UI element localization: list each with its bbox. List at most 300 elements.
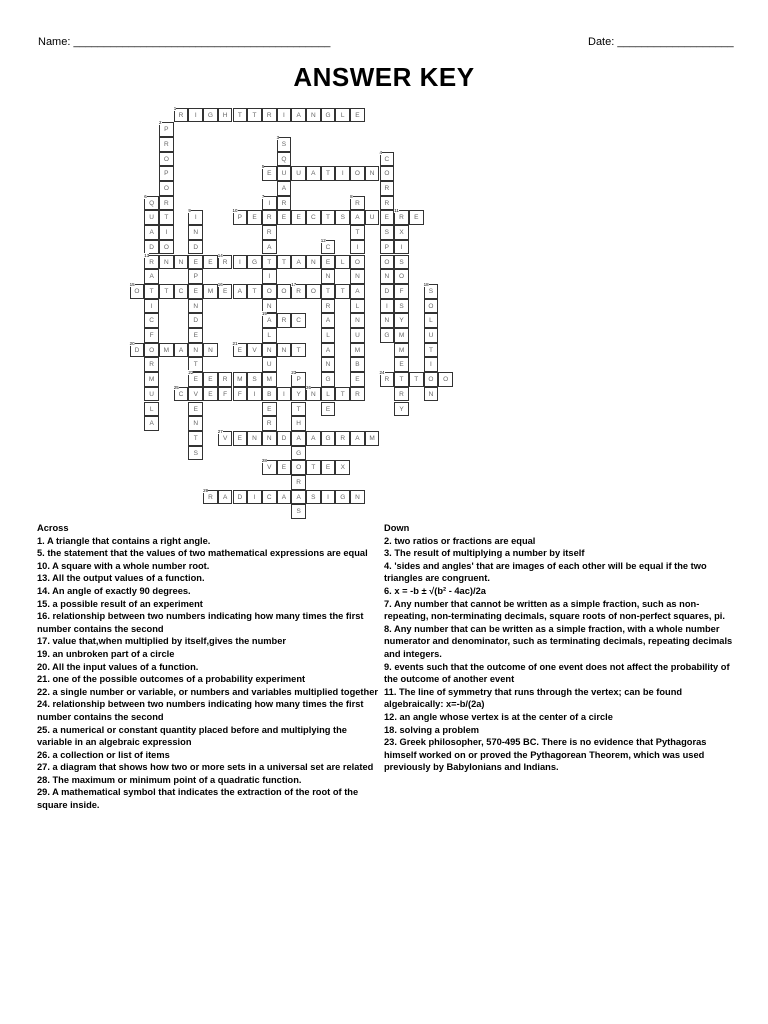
crossword-cell <box>335 166 350 181</box>
crossword-cell <box>144 269 159 284</box>
cell-letter: L <box>340 111 345 119</box>
crossword-cell <box>247 210 262 225</box>
crossword-cell <box>262 284 277 299</box>
clue-number: 26 <box>306 384 312 390</box>
across-clue: 5. the statement that the values of two mathematical expressions are equal <box>37 548 368 559</box>
crossword-cell <box>262 255 277 270</box>
cell-letter: I <box>283 111 285 119</box>
crossword-cell <box>394 269 409 284</box>
cell-letter: O <box>296 464 302 472</box>
clue-number: 4 <box>379 149 383 155</box>
cell-letter: S <box>311 493 316 501</box>
date-field-label: Date: ___________________ <box>588 36 734 48</box>
cell-letter: N <box>310 390 316 398</box>
cell-letter: I <box>268 199 271 207</box>
cell-letter: R <box>222 376 228 384</box>
cell-letter: U <box>369 214 375 222</box>
cell-letter: S <box>399 258 404 266</box>
cell-letter: I <box>165 229 168 237</box>
cell-letter: U <box>281 170 287 178</box>
crossword-cell <box>144 299 159 314</box>
crossword-cell <box>174 255 189 270</box>
crossword-cell <box>335 387 350 402</box>
cell-letter: E <box>193 405 198 413</box>
cell-letter: E <box>208 390 213 398</box>
crossword-cell <box>291 475 306 490</box>
clue-number: 20 <box>129 340 135 346</box>
crossword-cell <box>335 431 350 446</box>
across-clues <box>37 522 383 812</box>
cell-letter: N <box>252 434 257 442</box>
cell-letter: C <box>296 317 301 325</box>
crossword-cell <box>335 460 350 475</box>
cell-letter: I <box>283 390 285 398</box>
crossword-cell <box>262 343 277 358</box>
cell-letter: M <box>398 332 405 339</box>
crossword-cell <box>218 108 233 123</box>
cell-letter: X <box>399 229 404 237</box>
crossword-cell <box>321 255 336 270</box>
cell-letter: N <box>266 346 272 354</box>
crossword-cell <box>247 284 262 299</box>
cell-letter: N <box>178 258 184 266</box>
crossword-cell <box>321 431 336 446</box>
cell-letter: T <box>399 376 404 384</box>
cell-letter: T <box>326 287 331 295</box>
down-clue: 23. Greek philosopher, 570-495 BC. There is no evidence that Pythagoras himself worked on or proved the Pythagorean Theorem, which was used previously by Babylonians and Indians. <box>384 737 707 773</box>
cell-letter: G <box>384 332 390 339</box>
cell-letter: D <box>193 243 199 251</box>
crossword-cell <box>232 340 248 358</box>
crossword-cell <box>350 328 365 343</box>
cell-letter: V <box>193 390 198 398</box>
down-clue: 3. The result of multiplying a number by itself <box>384 548 585 559</box>
crossword-cell <box>247 343 262 358</box>
cell-letter: G <box>296 449 302 457</box>
cell-letter: I <box>385 302 388 310</box>
cell-letter: O <box>163 155 169 163</box>
crossword-cell <box>277 490 292 505</box>
clue-number: 14 <box>217 252 223 258</box>
cell-letter: R <box>399 390 404 398</box>
crossword-cell <box>424 357 439 372</box>
crossword-cell <box>144 343 159 358</box>
crossword-cell <box>129 281 145 299</box>
clue-number: 2 <box>159 120 162 126</box>
crossword-cell <box>262 210 277 225</box>
crossword-cell <box>291 490 306 505</box>
crossword-cell <box>262 402 277 417</box>
crossword-cell <box>159 210 174 225</box>
cell-letter: S <box>399 302 404 310</box>
crossword-cell <box>218 372 233 387</box>
crossword-cell <box>291 504 306 519</box>
crossword-cell <box>262 490 277 505</box>
crossword-cell <box>203 487 218 505</box>
across-heading: Across <box>37 523 69 533</box>
cell-letter: A <box>281 493 287 501</box>
down-clue: 9. events such that the outcome of one event does not affect the probability of the outcome of another event <box>384 661 730 685</box>
clue-number: 10 <box>232 208 238 214</box>
crossword-cell <box>350 490 365 505</box>
crossword-cell <box>262 313 277 328</box>
cell-letter: A <box>178 346 184 354</box>
across-clue: 16. relationship between two numbers indicating how many times the first number contains the second <box>37 611 364 634</box>
crossword-cell <box>291 431 306 446</box>
cell-letter: V <box>252 346 257 354</box>
crossword-cell <box>276 134 292 152</box>
cell-letter: E <box>414 214 419 222</box>
crossword-cell <box>277 181 292 196</box>
cell-letter: O <box>134 287 140 295</box>
across-clue: 22. a single number or variable, or numbers and variables multiplied together <box>37 686 378 697</box>
cell-letter: A <box>267 317 272 325</box>
cell-letter: N <box>281 346 287 354</box>
crossword-cell <box>321 210 336 225</box>
cell-letter: T <box>326 170 331 178</box>
crossword-cell <box>423 281 439 299</box>
cell-letter: D <box>193 317 199 325</box>
cell-letter: I <box>430 361 432 369</box>
crossword-cell <box>291 108 306 123</box>
crossword-cell <box>350 387 365 402</box>
cell-letter: P <box>384 243 390 251</box>
crossword-cell <box>350 255 365 270</box>
crossword-cell <box>159 196 174 211</box>
cell-letter: A <box>311 170 316 178</box>
cell-letter: L <box>429 317 433 325</box>
clue-number: 1 <box>173 105 177 111</box>
crossword-cell <box>321 328 336 343</box>
crossword-cell <box>217 281 233 299</box>
crossword-cell <box>380 328 395 343</box>
cell-letter: F <box>399 287 404 295</box>
down-clue: 18. solving a problem <box>384 724 480 735</box>
cell-letter: S <box>193 449 198 457</box>
across-clue: 21. one of the possible outcomes of a probability experiment <box>37 674 306 685</box>
crossword-cell <box>321 269 336 284</box>
cell-letter: I <box>253 493 256 501</box>
cell-letter: C <box>384 155 390 163</box>
cell-letter: I <box>356 243 359 251</box>
cell-letter: O <box>399 273 405 281</box>
across-clue: 28. The maximum or minimum point of a quadratic function. <box>37 774 302 785</box>
across-clue: 14. An angle of exactly 90 degrees. <box>37 585 191 596</box>
crossword-cell <box>424 299 439 314</box>
crossword-cell <box>203 108 218 123</box>
crossword-cell <box>350 210 365 225</box>
crossword-cell <box>335 284 350 299</box>
crossword-cell <box>247 372 262 387</box>
cell-letter: D <box>281 434 287 442</box>
crossword-cell <box>159 343 174 358</box>
crossword-cell <box>144 387 159 402</box>
crossword-cell <box>129 340 145 358</box>
crossword-cell <box>144 357 159 372</box>
cell-letter: O <box>354 258 360 266</box>
clue-number: 13 <box>144 252 150 258</box>
cell-letter: E <box>281 214 287 222</box>
cell-letter: P <box>164 126 169 134</box>
crossword-cell <box>350 108 365 123</box>
across-clue: 15. a possible result of an experiment <box>37 598 203 609</box>
cell-letter: U <box>296 170 301 178</box>
cell-letter: T <box>149 287 154 295</box>
cell-letter: N <box>193 420 199 428</box>
cell-letter: T <box>252 111 257 119</box>
crossword-cell <box>350 372 365 387</box>
cell-letter: P <box>193 273 198 281</box>
crossword-cell <box>247 490 262 505</box>
crossword-cell <box>394 343 409 358</box>
crossword-cell <box>203 255 218 270</box>
crossword-cell <box>380 166 395 181</box>
cell-letter: R <box>384 185 390 192</box>
cell-letter: R <box>399 214 404 222</box>
cell-letter: V <box>267 464 272 472</box>
crossword-cell <box>188 210 203 225</box>
crossword-cell <box>320 237 336 255</box>
crossword-cell <box>321 313 336 328</box>
cell-letter: A <box>149 420 154 428</box>
cell-letter: T <box>414 376 419 384</box>
cell-letter: E <box>252 214 257 222</box>
crossword-cell <box>159 122 174 137</box>
cell-letter: N <box>310 111 316 119</box>
crossword-cell <box>379 149 395 167</box>
cell-letter: H <box>296 420 301 428</box>
cell-letter: L <box>267 332 272 339</box>
crossword-cell <box>306 210 321 225</box>
crossword-cell <box>188 313 203 328</box>
crossword-cell <box>394 387 409 402</box>
crossword-cell <box>262 269 277 284</box>
crossword-cell <box>380 181 395 196</box>
clue-number: 15 <box>129 281 135 287</box>
crossword-cell <box>247 255 262 270</box>
name-field-label: Name: __________________________________________ <box>38 36 331 48</box>
crossword-cell <box>233 210 248 225</box>
clue-number: 29 <box>203 487 209 493</box>
clue-number: 9 <box>188 208 191 214</box>
crossword-cell <box>262 357 277 372</box>
crossword-cell <box>277 284 292 299</box>
cell-letter: N <box>384 317 390 325</box>
crossword-cell <box>233 255 248 270</box>
across-clue-list <box>37 535 383 812</box>
cell-letter: T <box>267 258 272 266</box>
clue-number: 6 <box>144 193 147 199</box>
crossword-cell <box>424 372 439 387</box>
crossword-cell <box>262 372 277 387</box>
clue-number: 18 <box>423 281 429 287</box>
crossword-cell <box>380 225 395 240</box>
crossword-cell <box>188 343 203 358</box>
crossword-cell <box>217 252 233 270</box>
clue-number: 19 <box>261 311 267 317</box>
cell-letter: O <box>149 346 155 354</box>
crossword-cell <box>321 402 336 417</box>
cell-letter: L <box>326 332 330 339</box>
crossword-cell <box>144 193 159 211</box>
cell-letter: T <box>340 287 345 295</box>
cell-letter: C <box>149 317 154 325</box>
crossword-cell <box>306 255 321 270</box>
cell-letter: T <box>326 214 331 222</box>
crossword-cell <box>335 108 350 123</box>
crossword-cell <box>217 428 233 446</box>
crossword-cell <box>159 137 174 152</box>
cell-letter: R <box>281 317 287 325</box>
crossword-cell <box>291 166 306 181</box>
crossword-cell <box>321 490 336 505</box>
cell-letter: U <box>149 214 154 222</box>
crossword-cell <box>233 108 248 123</box>
crossword-cell <box>159 240 174 255</box>
clue-number: 27 <box>217 428 223 434</box>
cell-letter: O <box>384 258 390 266</box>
crossword-cell <box>321 166 336 181</box>
cell-letter: O <box>281 287 287 295</box>
crossword-cell <box>262 431 277 446</box>
cell-letter: A <box>296 111 301 119</box>
crossword-cell <box>159 181 174 196</box>
cell-letter: O <box>310 287 316 295</box>
crossword-cell <box>291 281 306 299</box>
crossword-cell <box>277 152 292 167</box>
crossword-cell <box>188 402 203 417</box>
down-clue: 8. Any number that can be written as a simple fraction, with a whole number numerator and denominator, such as terminating decimals, repeating decimals and integers. <box>384 623 733 659</box>
crossword-cell <box>321 284 336 299</box>
cell-letter: R <box>149 361 154 369</box>
clue-number: 17 <box>291 281 297 287</box>
cell-letter: P <box>237 214 243 222</box>
clue-number: 16 <box>217 281 223 287</box>
cell-letter: I <box>238 258 241 266</box>
crossword-cell <box>247 108 262 123</box>
crossword-cell <box>380 240 395 255</box>
crossword-cell <box>350 166 365 181</box>
cell-letter: Q <box>281 155 287 163</box>
cell-letter: T <box>296 405 301 413</box>
down-clue-list <box>384 535 734 774</box>
cell-letter: T <box>428 346 433 354</box>
crossword-cell <box>394 225 409 240</box>
cell-letter: R <box>355 390 360 398</box>
clue-number: 25 <box>173 384 179 390</box>
crossword-cell <box>365 210 380 225</box>
crossword-cell <box>350 225 365 240</box>
crossword-cell <box>173 105 189 123</box>
cell-letter: A <box>222 493 228 501</box>
clue-number: 7 <box>261 193 265 199</box>
crossword-cell <box>291 255 306 270</box>
crossword-cell <box>409 372 424 387</box>
crossword-cell <box>394 313 409 328</box>
cell-letter: A <box>325 346 331 354</box>
crossword-cell <box>262 387 277 402</box>
cell-letter: R <box>222 258 228 266</box>
cell-letter: O <box>266 287 272 295</box>
down-clue: 12. an angle whose vertex is at the center of a circle <box>384 711 613 722</box>
cell-letter: E <box>325 464 331 472</box>
crossword-cell <box>144 313 159 328</box>
crossword-cell <box>291 313 306 328</box>
cell-letter: T <box>252 287 257 295</box>
crossword-cell <box>321 299 336 314</box>
down-clue: 6. x = -b ± √(b² - 4ac)/2a <box>384 585 486 596</box>
cell-letter: M <box>163 346 170 354</box>
crossword-cell <box>394 372 409 387</box>
crossword-cell <box>188 108 203 123</box>
crossword-cell <box>291 210 306 225</box>
cell-letter: A <box>281 185 287 192</box>
crossword-cell <box>174 284 189 299</box>
cell-letter: A <box>325 317 331 325</box>
cell-letter: G <box>325 434 331 442</box>
crossword-cell <box>203 372 218 387</box>
cell-letter: A <box>296 258 301 266</box>
crossword-cell <box>306 284 321 299</box>
cell-letter: O <box>384 170 390 178</box>
cell-letter: O <box>443 376 449 384</box>
crossword-cell <box>394 284 409 299</box>
crossword-cell <box>380 269 395 284</box>
crossword-cell <box>159 225 174 240</box>
cell-letter: D <box>384 287 390 295</box>
cell-letter: N <box>208 346 213 354</box>
crossword-cell <box>144 372 159 387</box>
crossword-cell <box>291 446 306 461</box>
clue-number: 5 <box>261 164 265 170</box>
cell-letter: L <box>326 390 330 398</box>
cell-letter: P <box>296 376 301 384</box>
crossword-cell <box>277 460 292 475</box>
cell-letter: A <box>237 287 243 295</box>
crossword-cell <box>261 193 277 211</box>
crossword-cell <box>321 460 336 475</box>
crossword-cell <box>365 431 380 446</box>
crossword-cell <box>247 387 262 402</box>
cell-letter: A <box>355 287 360 295</box>
cell-letter: I <box>268 273 271 281</box>
across-clue: 17. value that,when multiplied by itself,gives the number <box>37 636 287 647</box>
cell-letter: A <box>296 434 301 442</box>
crossword-cell <box>188 416 203 431</box>
crossword-cell <box>203 343 218 358</box>
cell-letter: N <box>384 273 390 281</box>
crossword-cell <box>350 284 365 299</box>
cell-letter: A <box>296 493 301 501</box>
crossword-cell <box>188 240 203 255</box>
crossword-cell <box>233 284 248 299</box>
cell-letter: Y <box>399 405 404 413</box>
cell-letter: U <box>266 361 272 369</box>
cell-letter: C <box>178 287 184 295</box>
cell-letter: E <box>399 361 404 369</box>
crossword-cell <box>188 255 203 270</box>
cell-letter: D <box>237 493 243 501</box>
crossword-cell <box>394 299 409 314</box>
cell-letter: E <box>193 376 198 384</box>
cell-letter: A <box>311 434 316 442</box>
cell-letter: R <box>266 420 272 428</box>
crossword-cell <box>173 384 189 402</box>
crossword-cell <box>380 255 395 270</box>
cell-letter: C <box>325 243 331 251</box>
crossword-cell <box>306 108 321 123</box>
crossword-cell <box>306 431 321 446</box>
